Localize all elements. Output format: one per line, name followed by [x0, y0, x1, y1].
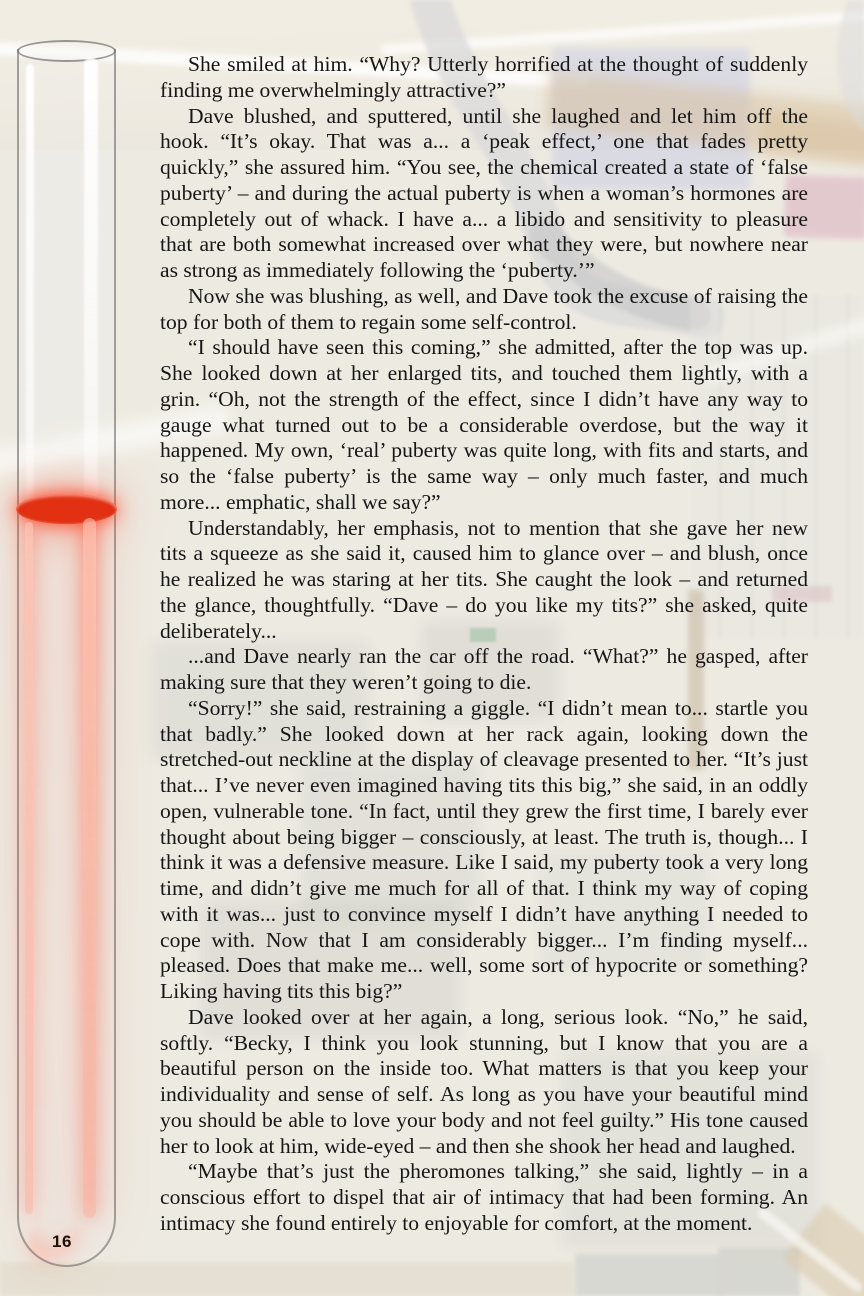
page-text [160, 52, 808, 1237]
paragraph: Dave blushed, and sputtered, until she laughed and let him off the hook. “It’s okay. That was a... a ‘peak effect,’ one that fades pretty quickly,” she assured him. “You see, the chemical created a state of ‘false puberty’ – and during the actual puberty is when a woman’s hormones are completely out of whack. I have a... a libido and sensitivity to pleasure that are both somewhat increased over what they were, but nowhere near as strong as immediately following the ‘puberty.’” [160, 103, 808, 282]
liquid-highlight [25, 522, 33, 1214]
paragraph: “Maybe that’s just the pheromones talking,” she said, lightly – in a conscious effort to dispel that air of intimacy that had been forming. An intimacy she found entirely to enjoyable for comfort, at the moment. [160, 1159, 808, 1235]
test-tube [0, 0, 150, 1296]
paragraph: She smiled at him. “Why? Utterly horrified at the thought of suddenly finding me overwhelmingly attractive?” [160, 52, 808, 102]
paragraph: “I should have seen this coming,” she admitted, after the top was up. She looked down at her enlarged tits, and touched them lightly, with a grin. “Oh, not the strength of the effect, since I didn’t have any way to gauge what turned out to be a considerable overdose, but the way it happened. My own, ‘real’ puberty was quite long, with fits and starts, and so the ‘false puberty’ is the same way – only much faster, and much more... emphatic, shall we say?” [160, 335, 808, 514]
test-tube-liquid [0, 0, 150, 1296]
paragraph: Dave looked over at her again, a long, serious look. “No,” he said, softly. “Becky, I think you look stunning, but I know that you are a beautiful person on the inside too. What matters is that you keep your individuality and sense of self. As long as you have your beautiful mind you should be able to love your body and not feel guilty.” His tone caused her to look at him, wide-eyed – and then she shook her head and laughed. [160, 1004, 808, 1158]
page-number: 16 [52, 1232, 72, 1251]
paragraph: ...and Dave nearly ran the car off the road. “What?” he gasped, after making sure that they weren’t going to die. [160, 644, 808, 694]
paragraph: “Sorry!” she said, restraining a giggle. “I didn’t mean to... startle you that badly.” She looked down at her rack again, looking down the stretched-out neckline at the display of cleavage presented to her. “It’s just that... I’ve never even imagined having tits this big,” she said, in an oddly open, vulnerable tone. “In fact, until they grew the first time, I barely ever thought about being bigger – consciously, at least. The truth is, though... I think it was a defensive measure. Like I said, my puberty took a very long time, and didn’t give me much for all of that. I think my way of coping with it was... just to convince myself I didn’t have anything I needed to cope with. Now that I am considerably bigger... I’m finding myself... pleased. Does that make me... well, some sort of hypocrite or something? Liking having tits this big?” [160, 695, 808, 1003]
paragraph: Now she was blushing, as well, and Dave took the excuse of raising the top for both of them to regain some self-control. [160, 283, 808, 334]
paragraph: Understandably, her emphasis, not to mention that she gave her new tits a squeeze as she said it, caused him to glance over – and blush, once he realized he was staring at her tits. She caught the look – and returned the glance, thoughtfully. “Dave – do you like my tits?” she asked, quite deliberately... [160, 515, 808, 643]
liquid-surface [16, 494, 117, 524]
liquid-highlight [83, 518, 96, 1218]
